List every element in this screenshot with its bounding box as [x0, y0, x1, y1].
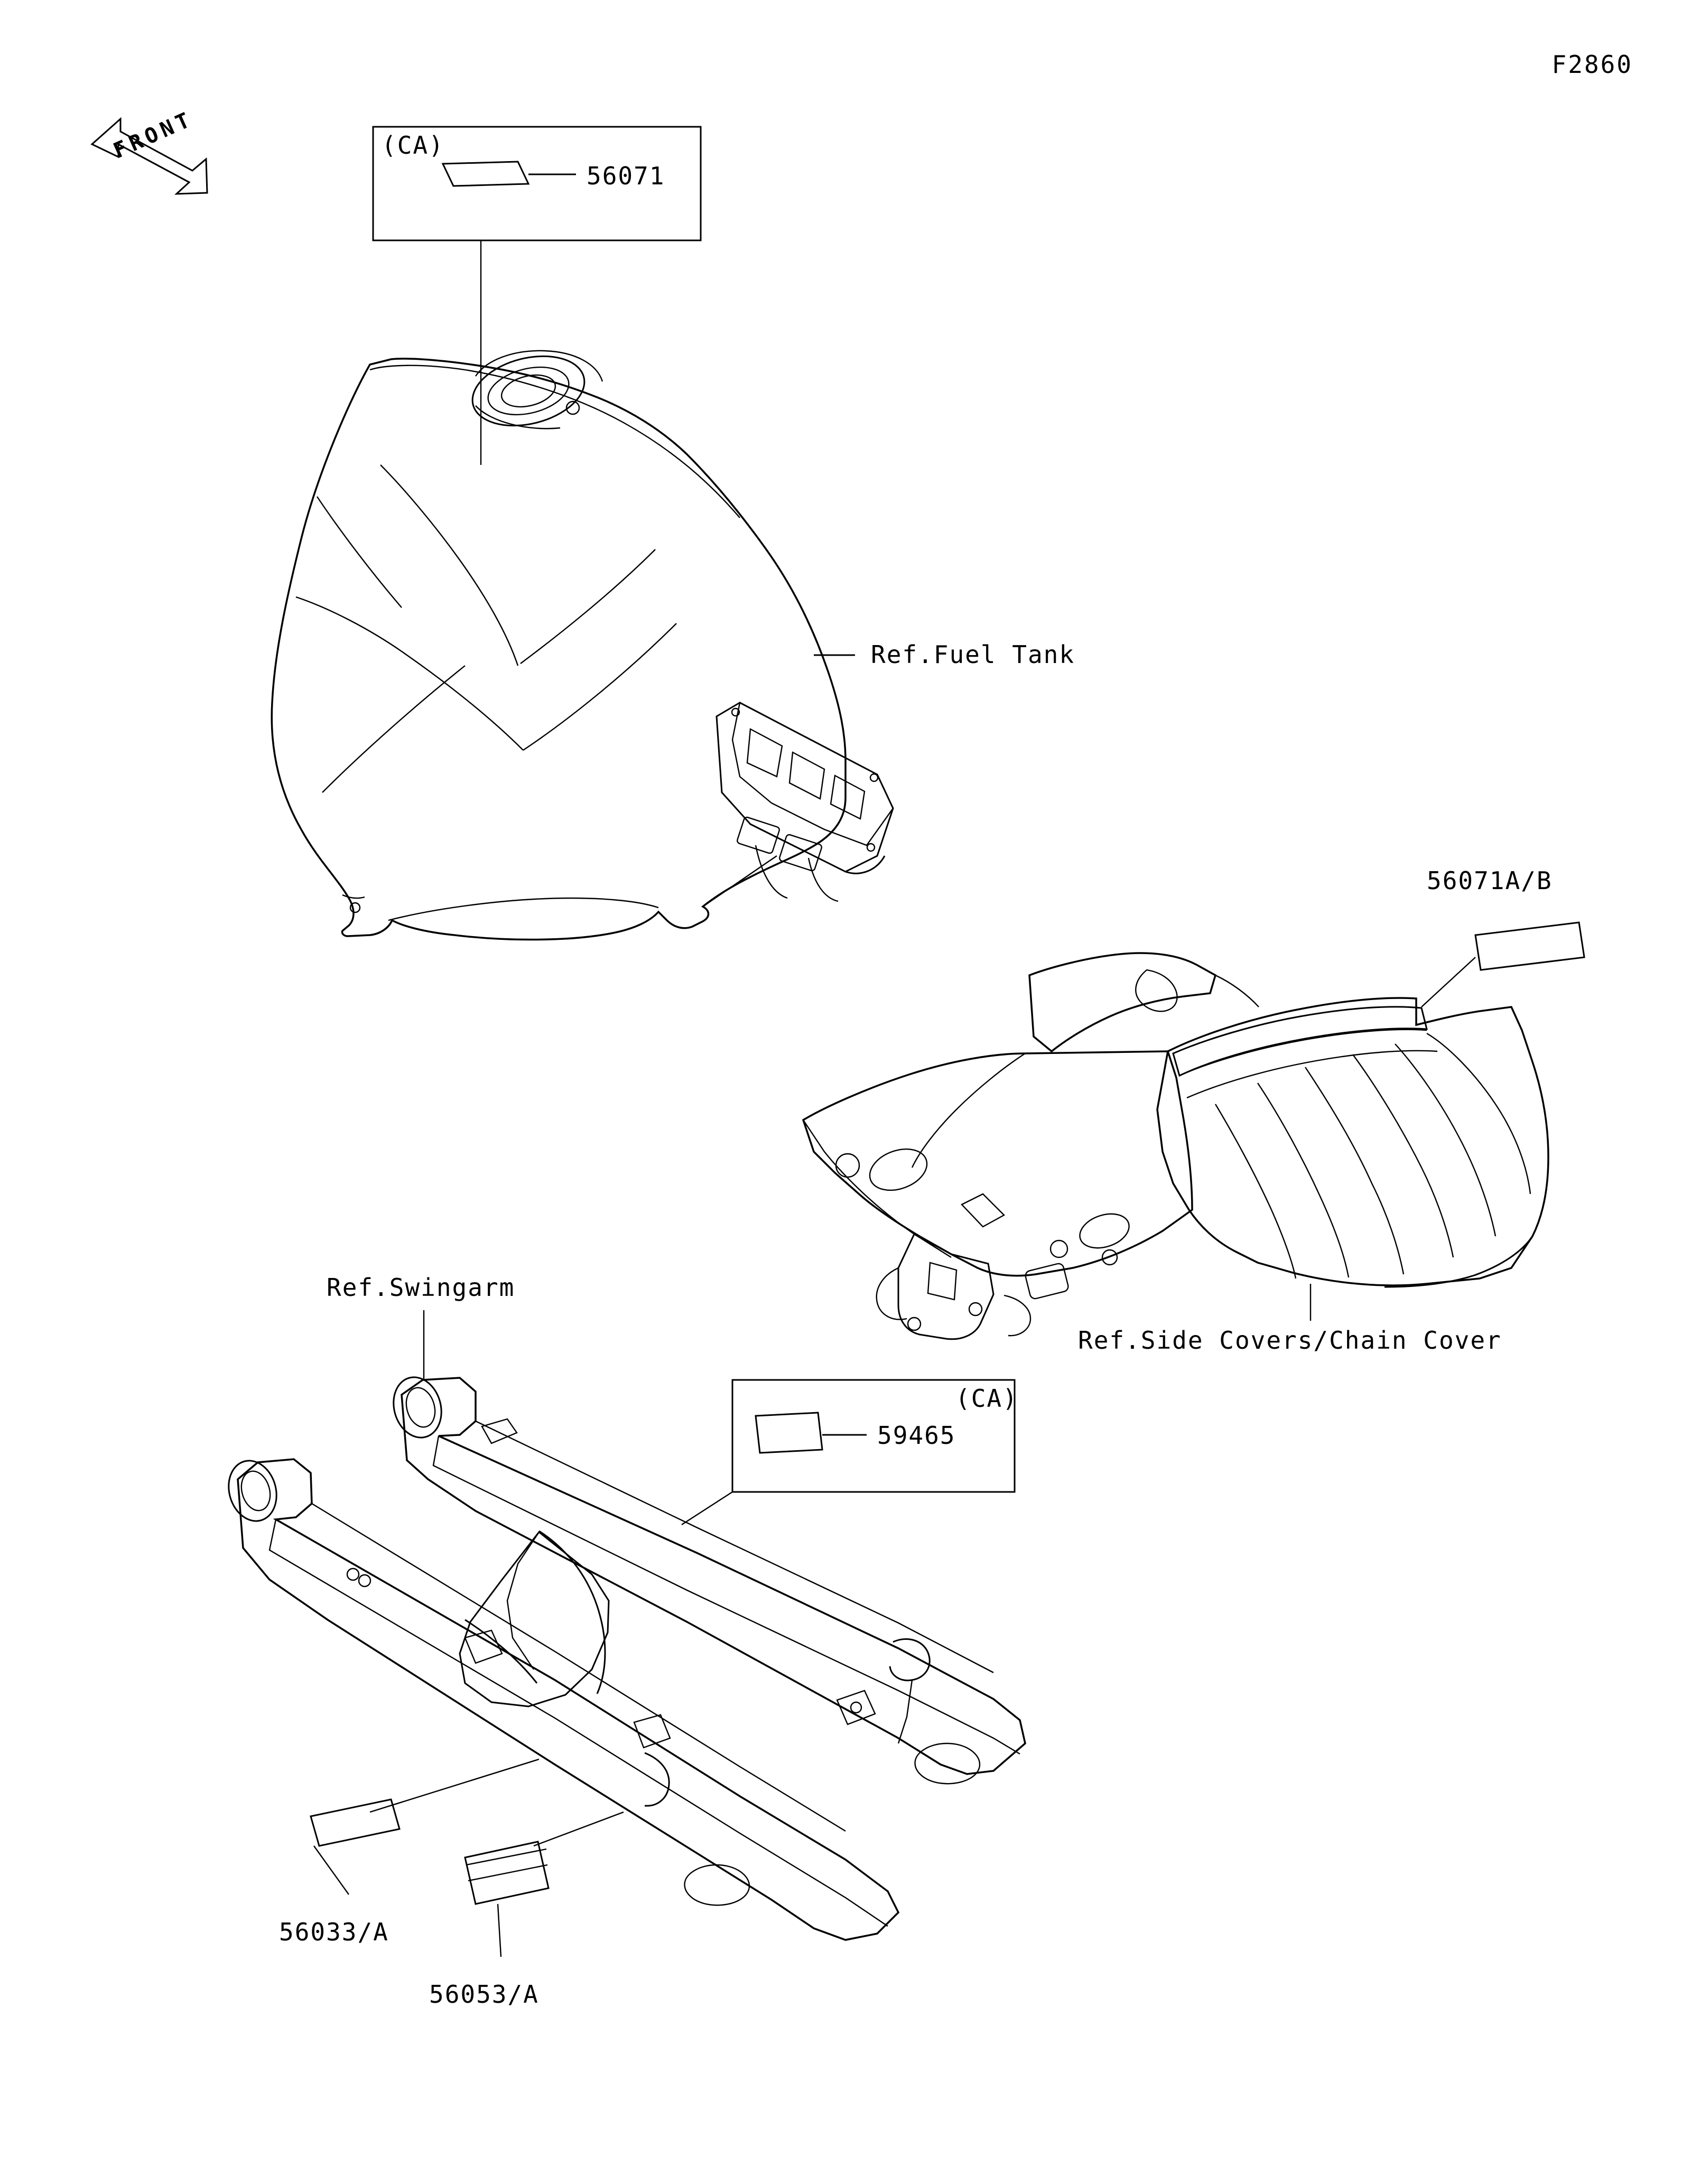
- fuel-pump-plate: [717, 703, 893, 901]
- market-note-bottom: (CA): [955, 1384, 1018, 1413]
- part-label-56033a: 56033/A: [279, 1918, 389, 1946]
- part-label-56053a: 56053/A: [429, 1980, 539, 2009]
- rear-fender-illustration: [803, 922, 1584, 1339]
- front-arrow-label: FRONT: [110, 106, 198, 164]
- part-label-56071: 56071: [587, 162, 665, 190]
- part-label-59465: 59465: [877, 1421, 956, 1450]
- part-label-56071ab: 56071A/B: [1427, 866, 1553, 895]
- ref-label-fuel-tank: Ref.Fuel Tank: [871, 640, 1075, 669]
- ref-label-swingarm: Ref.Swingarm: [327, 1273, 515, 1302]
- swingarm-illustration: [222, 1310, 1025, 1957]
- document-code: F2860: [1551, 50, 1633, 79]
- market-note-top: (CA): [382, 131, 444, 160]
- ref-label-side-covers: Ref.Side Covers/Chain Cover: [1078, 1326, 1502, 1355]
- fuel-tank-illustration: [272, 346, 893, 940]
